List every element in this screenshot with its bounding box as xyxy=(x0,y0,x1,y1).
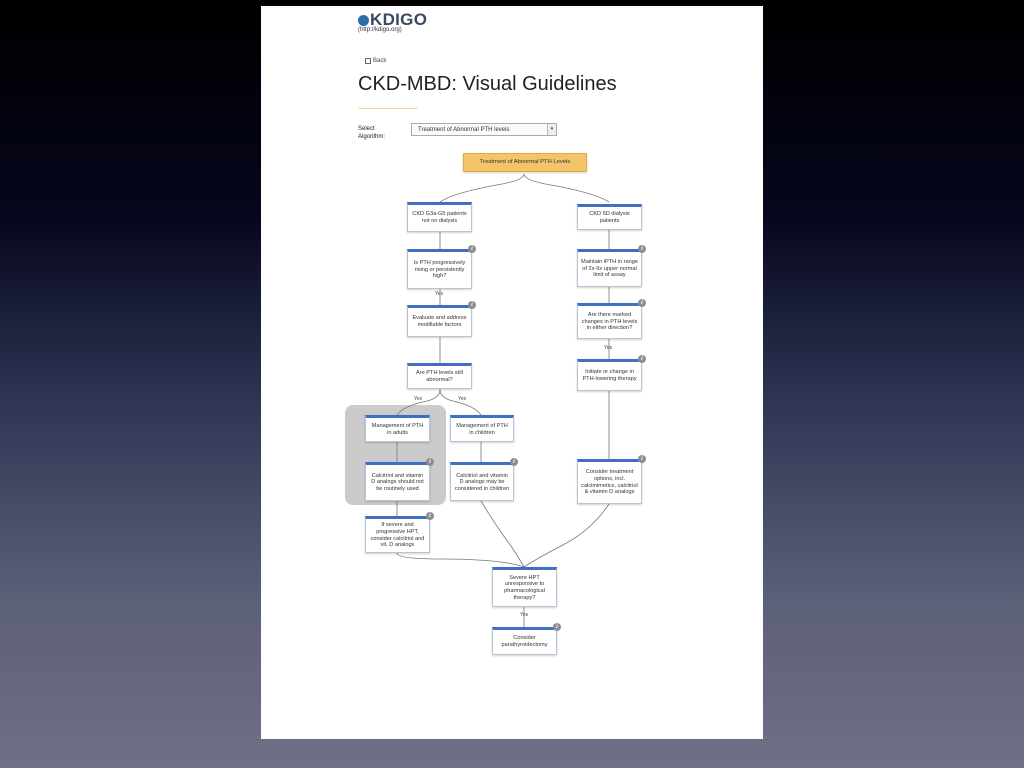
node-management-children[interactable]: Management of PTH in children xyxy=(450,415,514,442)
connector-root-right xyxy=(524,174,609,202)
info-icon[interactable]: i xyxy=(553,623,561,631)
label-yes: Yes xyxy=(520,612,529,618)
logo-text: KDIGO xyxy=(370,10,428,29)
node-is-pth-rising[interactable]: Is PTH progressively rising or persistently high? xyxy=(407,249,472,289)
node-maintain-ipth[interactable]: Maintain iPTH in range of 2x-9x upper normal limit of assay xyxy=(577,249,642,287)
connector-l4b xyxy=(440,389,481,415)
node-marked-changes[interactable]: Are there marked changes in PTH levels in either direction? xyxy=(577,303,642,339)
node-ckd-g3a-g5[interactable]: CKD G3a-G5 patients not on dialysis xyxy=(407,202,472,232)
node-pth-still-abnormal[interactable]: Are PTH levels still abnormal? xyxy=(407,363,472,389)
connector-l4a xyxy=(397,389,440,415)
info-icon[interactable]: i xyxy=(638,245,646,253)
dropdown-arrow-icon: ▾ xyxy=(547,124,556,135)
node-evaluate-factors[interactable]: Evaluate and address modifiable factors xyxy=(407,305,472,337)
node-consider-parathyroidectomy[interactable]: Consider parathyroidectomy xyxy=(492,627,557,655)
connector-root-left xyxy=(440,174,524,202)
document-page xyxy=(261,6,763,739)
node-management-adults[interactable]: Management of PTH in adults xyxy=(365,415,430,442)
info-icon[interactable]: i xyxy=(638,455,646,463)
back-label: Back xyxy=(373,58,387,64)
node-calcitriol-children[interactable]: Calcitriol and vitamin D analogs may be considered in children xyxy=(450,462,514,501)
node-severe-progressive-hpt[interactable]: If severe and progressive HPT, consider calcitriol and vit. D analogs xyxy=(365,516,430,553)
node-consider-treatment[interactable]: Consider treatment options, incl. calcimimetics, calcitriol & vitamin D analogs xyxy=(577,459,642,504)
select-algorithm-label: Select Algorithm: xyxy=(358,126,386,140)
connector-r5 xyxy=(524,504,609,567)
connector-l8 xyxy=(481,501,524,567)
info-icon[interactable]: i xyxy=(638,299,646,307)
page-title: CKD-MBD: Visual Guidelines xyxy=(358,73,617,95)
info-icon[interactable]: i xyxy=(638,355,646,363)
info-icon[interactable]: i xyxy=(468,301,476,309)
info-icon[interactable]: i xyxy=(468,245,476,253)
label-yes: Yes xyxy=(458,396,467,402)
label-yes: Yes xyxy=(414,396,423,402)
logo-url[interactable]: (http://kdigo.org) xyxy=(358,27,402,33)
label-yes: Yes xyxy=(435,291,444,297)
node-root[interactable]: Treatment of Abnormal PTH Levels xyxy=(463,153,587,172)
node-severe-hpt-unresponsive[interactable]: Severe HPT unresponsive to pharmacological therapy? xyxy=(492,567,557,607)
node-ckd-5d-dialysis[interactable]: CKD 5D dialysis patients xyxy=(577,204,642,230)
info-icon[interactable]: i xyxy=(510,458,518,466)
node-initiate-therapy[interactable]: Initiate or change in PTH-lowering therapy xyxy=(577,359,642,391)
algorithm-select-value: Treatment of Abnormal PTH levels xyxy=(418,127,510,133)
info-icon[interactable]: i xyxy=(426,512,434,520)
info-icon[interactable]: i xyxy=(426,458,434,466)
node-calcitriol-adults[interactable]: Calcitriol and vitamin D analogs should not be routinely used xyxy=(365,462,430,501)
connector-l7 xyxy=(397,553,524,567)
label-yes: Yes xyxy=(604,345,613,351)
